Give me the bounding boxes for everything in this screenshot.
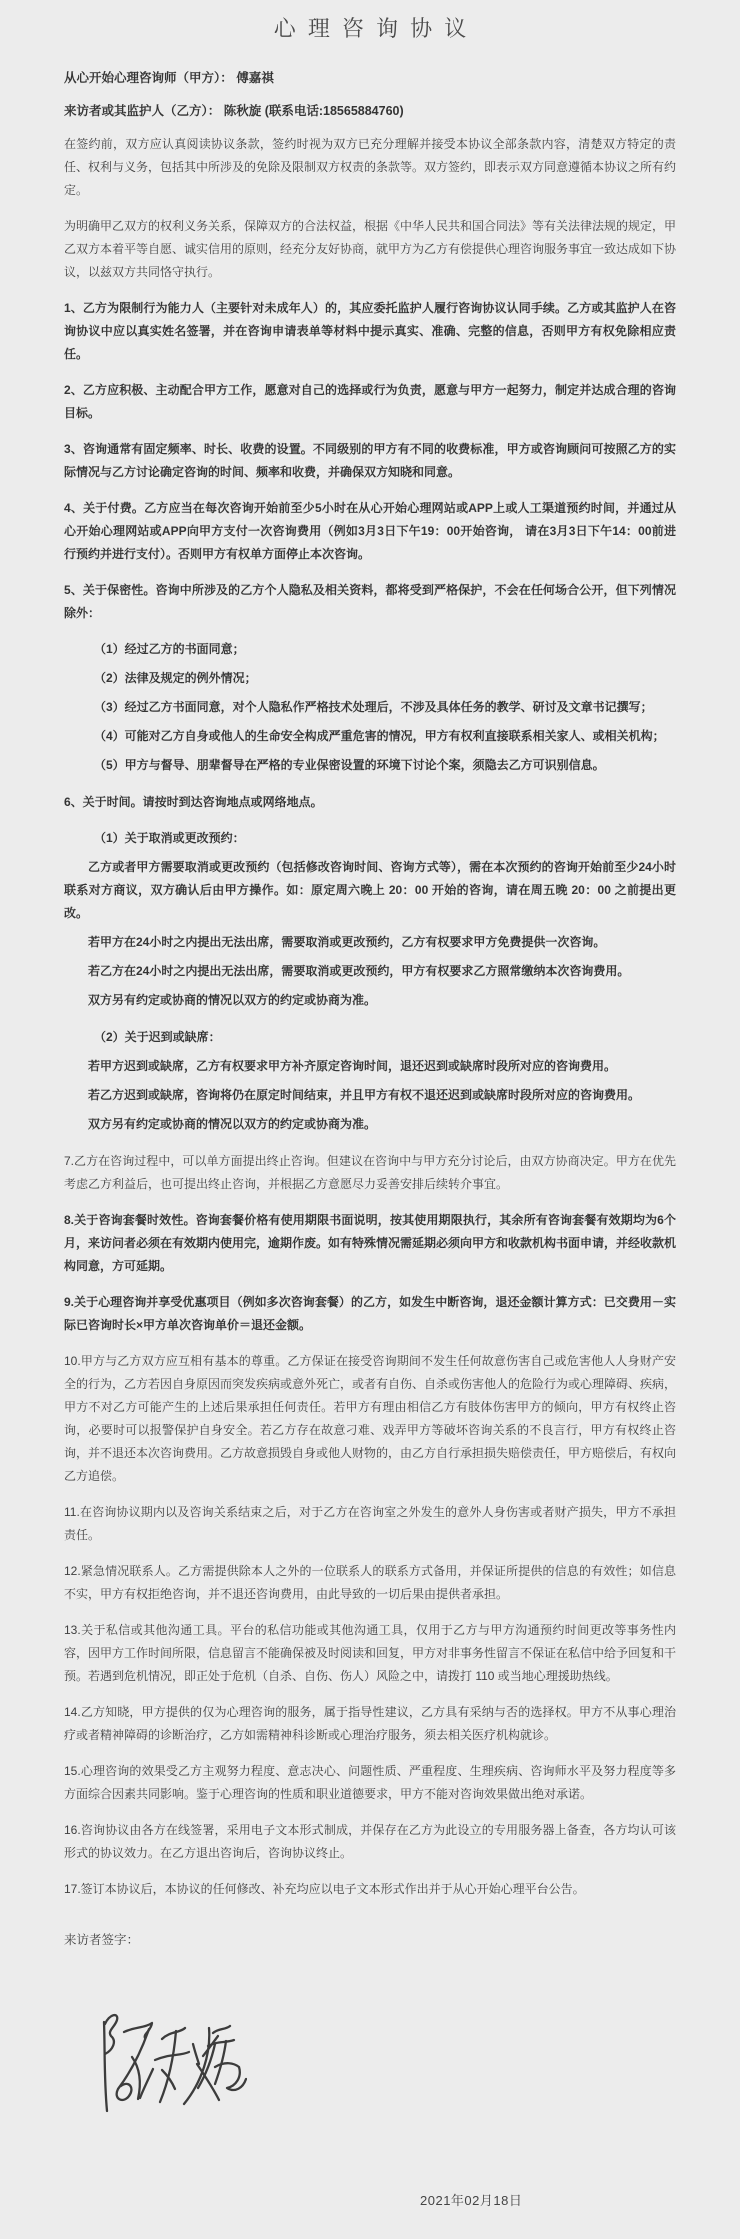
paragraph: 乙方或者甲方需要取消或更改预约（包括修改咨询时间、咨询方式等），需在本次预约的咨询开始前至少24小时联系对方商议，双方确认后由甲方操作。如：原定周六晚上 20：00 开始的咨询，请在周五晚 20：00 之前提出更改。 (64, 860, 676, 920)
paragraph: 若甲方在24小时之内提出无法出席，需要取消或更改预约，乙方有权要求甲方免费提供一次咨询。 (88, 935, 606, 949)
visitor-party-line: 来访者或其监护人（乙方）： 陈秋旋 (联系电话:18565884760) (64, 104, 404, 118)
paragraph: （2）关于迟到或缺席： (94, 1030, 221, 1044)
paragraph: 3、咨询通常有固定频率、时长、收费的设置。不同级别的甲方有不同的收费标准，甲方或咨询顾问可按照乙方的实际情况与乙方讨论确定咨询的时间、频率和收费，并确保双方知晓和同意。 (64, 442, 676, 479)
paragraph: 16.咨询协议由各方在线签署，采用电子文本形式制成，并保存在乙方为此设立的专用服务器上备查，各方均认可该形式的协议效力。在乙方退出咨询后，咨询协议终止。 (64, 1823, 676, 1860)
paragraph: 在签约前，双方应认真阅读协议条款，签约时视为双方已充分理解并接受本协议全部条款内容，清楚双方特定的责任、权利与义务，包括其中所涉及的免除及限制双方权责的条款等。双方签约，即表示双方同意遵循本协议之所有约定。 (64, 137, 677, 197)
paragraph: 双方另有约定或协商的情况以双方的约定或协商为准。 (88, 993, 377, 1007)
paragraph: 10.甲方与乙方双方应互相有基本的尊重。乙方保证在接受咨询期间不发生任何故意伤害自己或危害他人人身财产安全的行为，乙方若因自身原因而突发疾病或意外死亡，或者有自伤、自杀或伤害他人的危险行为或心理障碍、疾病，甲方不对乙方可能产生的上述后果承担任何责任。若甲方有理由相信乙方有肢体伤害甲方的倾向，甲方有权终止咨询，必要时可以报警保护自身安全。若乙方存在故意刁难、戏弄甲方等破坏咨询关系的不良言行，甲方有权终止咨询，并不退还本次咨询费用。乙方故意损毁自身或他人财物的，由乙方自行承担损失赔偿责任，甲方赔偿后，有权向乙方追偿。 (64, 1354, 677, 1483)
paragraph: 2、乙方应积极、主动配合甲方工作，愿意对自己的选择或行为负责，愿意与甲方一起努力，制定并达成合理的咨询目标。 (64, 383, 676, 420)
paragraph: 7.乙方在咨询过程中，可以单方面提出终止咨询。但建议在咨询中与甲方充分讨论后，由双方协商决定。甲方在优先考虑乙方利益后，也可提出终止咨询，并根据乙方意愿尽力妥善安排后续转介事宜。 (64, 1154, 676, 1191)
paragraph: （3）经过乙方书面同意，对个人隐私作严格技术处理后，不涉及具体任务的教学、研讨及文章书记撰写； (94, 700, 653, 714)
paragraph: 为明确甲乙双方的权利义务关系，保障双方的合法权益，根据《中华人民共和国合同法》等有关法律法规的规定，甲乙双方本着平等自愿、诚实信用的原则，经充分友好协商，就甲方为乙方有偿提供心理咨询服务事宜一致达成如下协议，以兹双方共同恪守执行。 (64, 219, 677, 279)
paragraph: 13.关于私信或其他沟通工具。平台的私信功能或其他沟通工具，仅用于乙方与甲方沟通预约时间更改等事务性内容，因甲方工作时间所限，信息留言不能确保被及时阅读和回复，甲方对非事务性留言不保证在私信中给予回复和干预。若遇到危机情况，即正处于危机（自杀、自伤、伤人）风险之中，请拨打 110 或当地心理援助热线。 (64, 1623, 677, 1683)
paragraph: （5）甲方与督导、朋辈督导在严格的专业保密设置的环境下讨论个案，须隐去乙方可识别信息。 (94, 758, 605, 772)
paragraph: 12.紧急情况联系人。乙方需提供除本人之外的一位联系人的联系方式备用，并保证所提供的信息的有效性；如信息不实，甲方有权拒绝咨询，并不退还咨询费用，由此导致的一切后果由提供者承担。 (64, 1564, 676, 1601)
paragraph: 11.在咨询协议期内以及咨询关系结束之后，对于乙方在咨询室之外发生的意外人身伤害或者财产损失，甲方不承担责任。 (64, 1505, 676, 1542)
paragraph: 若乙方在24小时之内提出无法出席，需要取消或更改预约，甲方有权要求乙方照常缴纳本次咨询费用。 (88, 964, 630, 978)
paragraph: 若乙方迟到或缺席，咨询将仍在原定时间结束，并且甲方有权不退还迟到或缺席时段所对应的咨询费用。 (88, 1088, 641, 1102)
paragraph: 9.关于心理咨询并享受优惠项目（例如多次咨询套餐）的乙方，如发生中断咨询，退还金额计算方式：已交费用－实际已咨询时长×甲方单次咨询单价＝退还金额。 (64, 1295, 676, 1332)
signature-label: 来访者签字： (64, 1933, 140, 1947)
paragraph: 14.乙方知晓，甲方提供的仅为心理咨询的服务，属于指导性建议，乙方具有采纳与否的选择权。甲方不从事心理治疗或者精神障碍的诊断治疗，乙方如需精神科诊断或心理治疗服务，须去相关医疗机构就诊。 (64, 1705, 676, 1742)
signature-strokes (72, 2007, 247, 2132)
paragraph: 5、关于保密性。咨询中所涉及的乙方个人隐私及相关资料，都将受到严格保护，不会在任何场合公开，但下列情况除外： (64, 583, 676, 620)
paragraph: 若甲方迟到或缺席，乙方有权要求甲方补齐原定咨询时间，退还迟到或缺席时段所对应的咨询费用。 (88, 1059, 617, 1073)
agreement-body (64, 133, 676, 1901)
paragraph: （4）可能对乙方自身或他人的生命安全构成严重危害的情况，甲方有权利直接联系相关家人、或相关机构； (94, 729, 665, 743)
visitor-signature-image (72, 2007, 247, 2132)
paragraph: 17.签订本协议后，本协议的任何修改、补充均应以电子文本形式作出并于从心开始心理平台公告。 (64, 1882, 585, 1896)
paragraph: 8.关于咨询套餐时效性。咨询套餐价格有使用期限书面说明，按其使用期限执行，其余所有咨询套餐有效期均为6个月，来访问者必须在有效期内使用完，逾期作废。如有特殊情况需延期必须向甲方和收款机构书面申请，并经收款机构同意，方可延期。 (64, 1213, 677, 1273)
paragraph: 1、乙方为限制行为能力人（主要针对未成年人）的，其应委托监护人履行咨询协议认同手续。乙方或其监护人在咨询协议中应以真实姓名签署，并在咨询申请表单等材料中提示真实、准确、完整的信息，否则甲方有权免除相应责任。 (64, 301, 676, 361)
paragraph: 4、关于付费。乙方应当在每次咨询开始前至少5小时在从心开始心理网站或APP上或人工渠道预约时间，并通过从心开始心理网站或APP向甲方支付一次咨询费用（例如3月3日下午19：00开始咨询， 请在3月3日下午14：00前进行预约并进行支付）。否则甲方有权单方面停止本次咨询。 (64, 501, 676, 561)
document-title: 心理咨询协议 (273, 16, 479, 41)
paragraph: （1）关于取消或更改预约： (94, 831, 245, 845)
paragraph: （1）经过乙方的书面同意； (94, 642, 245, 656)
paragraph: 15.心理咨询的效果受乙方主观努力程度、意志决心、问题性质、严重程度、生理疾病、咨询师水平及努力程度等多方面综合因素共同影响。鉴于心理咨询的性质和职业道德要求，甲方不能对咨询效果做出绝对承诺。 (64, 1764, 676, 1801)
paragraph: （2）法律及规定的例外情况； (94, 671, 257, 685)
paragraph: 双方另有约定或协商的情况以双方的约定或协商为准。 (88, 1117, 377, 1131)
paragraph: 6、关于时间。请按时到达咨询地点或网络地点。 (64, 795, 323, 809)
counselor-party-line: 从心开始心理咨询师（甲方）： 傅嘉祺 (64, 71, 274, 85)
signing-date: 2021年02月18日 (420, 2193, 523, 2208)
